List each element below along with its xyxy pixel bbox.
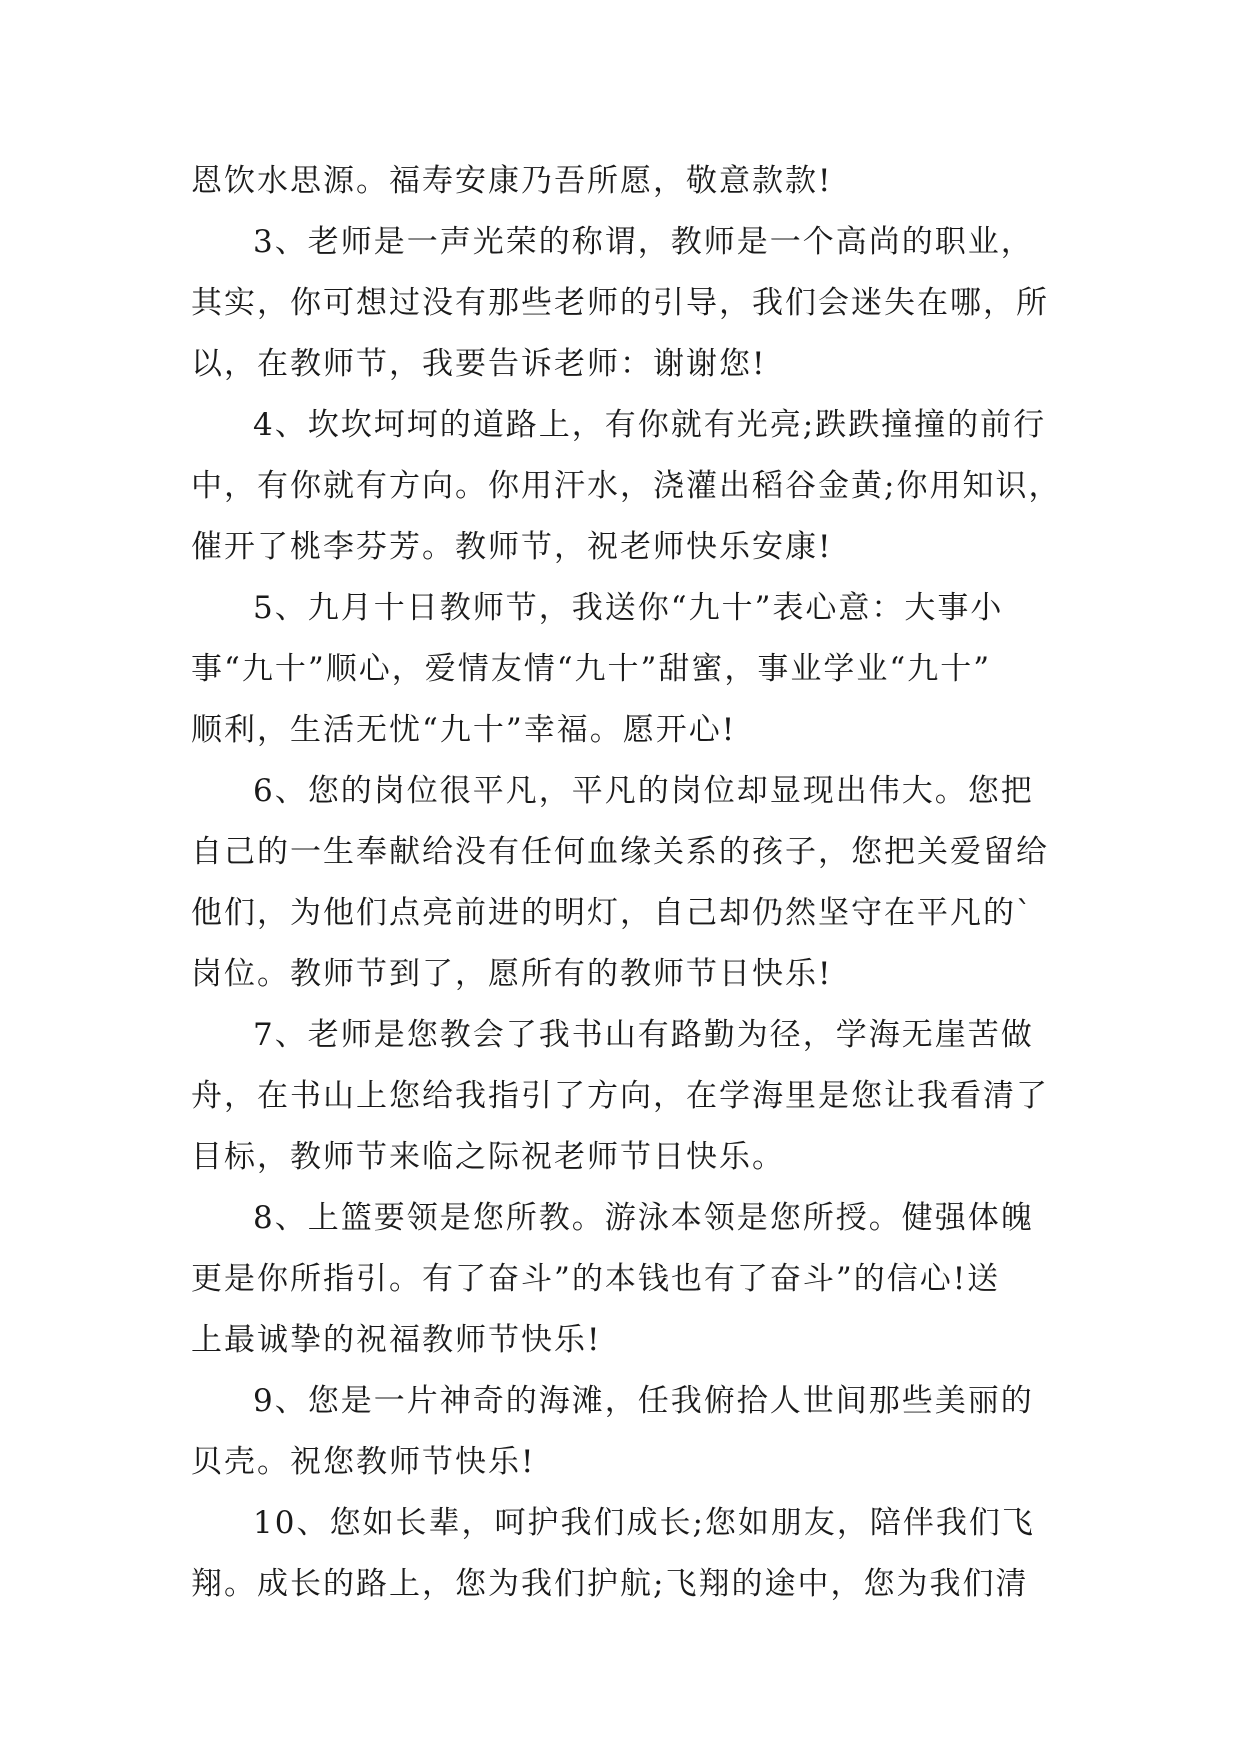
text-line: 目标，教师节来临之际祝老师节日快乐。 bbox=[191, 1139, 785, 1175]
text-line: 他们，为他们点亮前进的明灯，自己却仍然坚守在平凡的` bbox=[191, 895, 1034, 931]
text-line: 翔。成长的路上，您为我们护航;飞翔的途中，您为我们清 bbox=[191, 1566, 1029, 1602]
paragraph-6-line-1: 6、您的岗位很平凡，平凡的岗位却显现出伟大。您把 bbox=[253, 773, 1034, 809]
text-line: 事“九十”顺心，爱情友情“九十”甜蜜，事业学业“九十” bbox=[191, 651, 992, 687]
text-line: 舟，在书山上您给我指引了方向，在学海里是您让我看清了 bbox=[191, 1078, 1049, 1114]
text-line: 顺利，生活无忧“九十”幸福。愿开心! bbox=[191, 712, 737, 748]
text-line: 催开了桃李芬芳。教师节，祝老师快乐安康! bbox=[191, 529, 833, 565]
body-text bbox=[191, 151, 1071, 1615]
text-line: 自己的一生奉献给没有任何血缘关系的孩子，您把关爱留给 bbox=[191, 834, 1049, 870]
text-line: 以，在教师节，我要告诉老师：谢谢您! bbox=[191, 346, 767, 382]
text-line: 恩饮水思源。福寿安康乃吾所愿，敬意款款! bbox=[191, 163, 833, 199]
text-line: 更是你所指引。有了奋斗”的本钱也有了奋斗”的信心!送 bbox=[191, 1261, 1001, 1297]
text-line: 其实，你可想过没有那些老师的引导，我们会迷失在哪，所 bbox=[191, 285, 1049, 321]
paragraph-3-line-1: 3、老师是一声光荣的称谓，教师是一个高尚的职业， bbox=[253, 224, 1034, 260]
paragraph-7-line-1: 7、老师是您教会了我书山有路勤为径，学海无崖苦做 bbox=[253, 1017, 1034, 1053]
paragraph-5-line-1: 5、九月十日教师节，我送你“九十”表心意：大事小 bbox=[253, 590, 1004, 626]
text-line: 上最诚挚的祝福教师节快乐! bbox=[191, 1322, 602, 1358]
text-line: 中，有你就有方向。你用汗水，浇灌出稻谷金黄;你用知识， bbox=[191, 468, 1062, 504]
paragraph-4-line-1: 4、坎坎坷坷的道路上，有你就有光亮;跌跌撞撞的前行 bbox=[253, 407, 1047, 443]
paragraph-9-line-1: 9、您是一片神奇的海滩，任我俯拾人世间那些美丽的 bbox=[253, 1383, 1034, 1419]
paragraph-8-line-1: 8、上篮要领是您所教。游泳本领是您所授。健强体魄 bbox=[253, 1200, 1034, 1236]
paragraph-10-line-1: 10、您如长辈，呵护我们成长;您如朋友，陪伴我们飞 bbox=[253, 1505, 1035, 1541]
text-line: 岗位。教师节到了，愿所有的教师节日快乐! bbox=[191, 956, 833, 992]
text-line: 贝壳。祝您教师节快乐! bbox=[191, 1444, 536, 1480]
